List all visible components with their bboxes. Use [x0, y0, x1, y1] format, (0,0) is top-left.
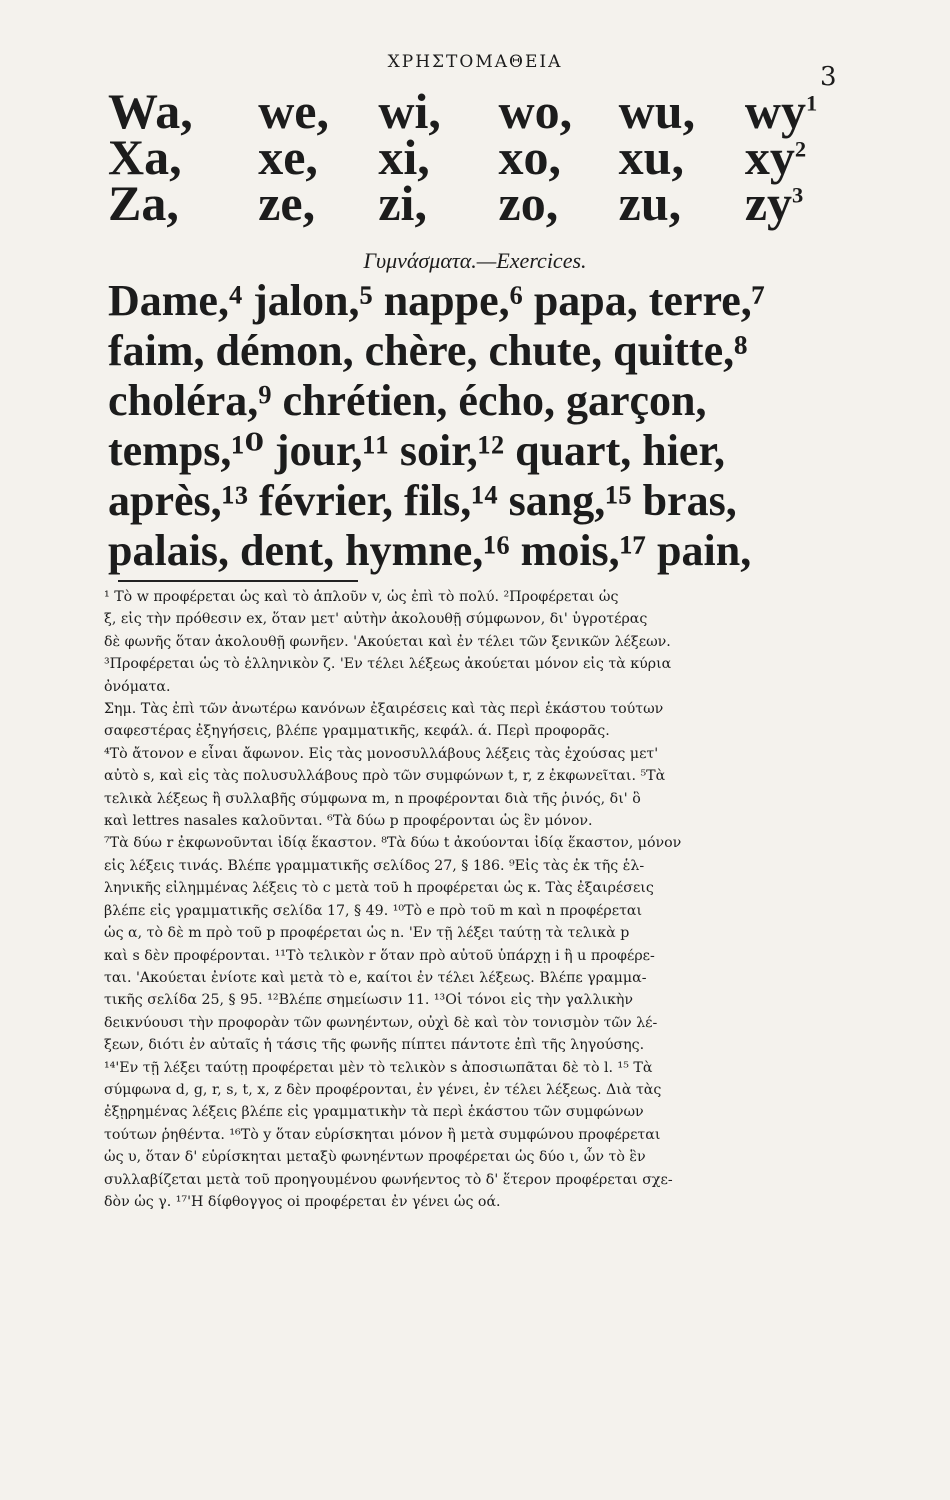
footnote-line: ται. 'Ακούεται ἐνίοτε καὶ μετὰ τὸ e, καίτοι ἐν τέλει λέξεως. Βλέπε γραμμα- [104, 969, 647, 986]
syllable: xu, [618, 129, 684, 185]
footnote-line: τελικὰ λέξεως ἢ συλλαβῆς σύμφωνα m, n προφέρονται διὰ τῆς ῥινός, δι' ὃ [104, 790, 641, 807]
exercise-line: temps,¹⁰ jour,¹¹ soir,¹² quart, hier, [108, 426, 725, 475]
footnote-line: ⁴Τὸ ἄτονον e εἶναι ἄφωνον. Εἰς τὰς μονοσυλλάβους λέξεις τὰς ἐχούσας μετ' [104, 745, 659, 762]
exercise-words [108, 276, 848, 576]
syllable: ze, [258, 175, 316, 231]
footnote-line: ξεων, διότι ἐν αὐταῖς ἡ τάσις τῆς φωνῆς πίπτει πάντοτε ἐπὶ τῆς ληγούσης. [104, 1037, 645, 1054]
syllable: zo, [498, 175, 559, 231]
footnote-line: καὶ lettres nasales καλοῦνται. ⁶Τὰ δύω p προφέρονται ὡς ἓν μόνον. [104, 813, 593, 830]
footnote-line: ὡς α, τὸ δὲ m πρὸ τοῦ p προφέρεται ὡς n. 'Εν τῇ λέξει ταύτῃ τὰ τελικὰ p [104, 925, 630, 942]
footnote-line: δεικνύουσι τὴν προφορὰν τῶν φωνηέντων, οὐχὶ δὲ καὶ τὸν τονισμὸν τῶν λέ- [104, 1014, 658, 1031]
footnote-line: βλέπε εἰς γραμματικῆς σελίδα 17, § 49. ¹⁰Τὸ e πρὸ τοῦ m καὶ n προφέρεται [104, 902, 643, 919]
syllable-row [108, 83, 853, 139]
footnote-line: τικῆς σελίδα 25, § 95. ¹²Βλέπε σημείωσιν 11. ¹³Οἱ τόνοι εἰς τὴν γαλλικὴν [104, 992, 634, 1009]
syllable-last: $zy^3$ [744, 175, 804, 231]
footnote-line: καὶ s δὲν προφέρονται. ¹¹Τὸ τελικὸν r ὅταν πρὸ αὐτοῦ ὑπάρχῃ i ἢ u προφέρε- [104, 947, 655, 964]
syllable: we, [258, 83, 329, 139]
syllable: xi, [378, 129, 430, 185]
footnote-line: συλλαβίζεται μετὰ τοῦ προηγουμένου φωνήεντος τὸ δ' ἕτερον προφέρεται σχε- [104, 1171, 673, 1188]
running-title: ΧΡΗΣΤΟΜΑΘΕΙΑ [387, 52, 563, 72]
syllable: Wa, [108, 83, 193, 139]
footnote-line: ⁷Τὰ δύω r ἐκφωνοῦνται ἰδίᾳ ἕκαστον. ⁸Τὰ δύω t ἀκούονται ἰδίᾳ ἕκαστον, μόνον [104, 835, 682, 852]
footnote-line: δὲ φωνῆς ὅταν ἀκολουθῇ φωνῆεν. 'Ακούεται καὶ ἐν τέλει τῶν ξενικῶν λέξεων. [104, 633, 671, 650]
syllable: wi, [378, 83, 441, 139]
footnote-line: τούτων ῥηθέντα. ¹⁶Τὸ y ὅταν εὑρίσκηται μόνον ἢ μετὰ συμφώνου προφέρεται [104, 1126, 661, 1143]
footnote-line: ἐξῃρημένας λέξεις βλέπε εἰς γραμματικὴν τὰ περὶ ἑκάστου τῶν συμφώνων [104, 1104, 644, 1121]
footnote-line: ὡς υ, ὅταν δ' εὑρίσκηται μεταξὺ φωνηέντων προφέρεται ὡς δύο ι, ὧν τὸ ἓν [104, 1149, 646, 1166]
syllable: Za, [108, 175, 179, 231]
footnote-line: ξ, εἰς τὴν πρόθεσιν ex, ὅταν μετ' αὐτὴν ἀκολουθῇ σύμφωνον, δι' ὑγροτέρας [104, 611, 648, 628]
syllable: Xa, [108, 129, 182, 185]
section-title: Γυμνάσματα.—Exercices. [363, 248, 587, 273]
syllable-last: $wy^1$ [744, 83, 818, 139]
page-number: 3 [820, 62, 837, 92]
footnote-line: σύμφωνα d, g, r, s, t, x, z δὲν προφέρονται, ἐν γένει, ἐν τέλει λέξεως. Διὰ τὰς [104, 1081, 662, 1098]
footnote-ref: 2 [794, 136, 807, 162]
footnote-line: ληνικῆς εἰλημμένας λέξεις τὸ c μετὰ τοῦ h προφέρεται ὡς κ. Τὰς ἐξαιρέσεις [104, 880, 654, 897]
syllable-table [108, 83, 853, 231]
footnote-line: ὀνόματα. [104, 678, 171, 695]
syllable: wo, [498, 83, 573, 139]
footnote-line: ¹ Τὸ w προφέρεται ὡς καὶ τὸ ἁπλοῦν v, ὡς ἐπὶ τὸ πολύ. ²Προφέρεται ὡς [104, 589, 619, 605]
syllable-last: $xy^2$ [744, 129, 807, 185]
syllable-row [108, 129, 853, 185]
syllable-row [108, 175, 853, 231]
footnote-line: Σημ. Τὰς ἐπὶ τῶν ἀνωτέρω κανόνων ἐξαιρέσεις καὶ τὰς περὶ ἑκάστου τούτων [104, 701, 664, 718]
syllable: zu, [618, 175, 682, 231]
syllable: xo, [498, 129, 562, 185]
footnote-ref: 3 [792, 182, 804, 208]
exercise-line: Dame,⁴ jalon,⁵ nappe,⁶ papa, terre,⁷ [108, 276, 765, 325]
footnote-line: εἰς λέξεις τινάς. Βλέπε γραμματικῆς σελίδος 27, § 186. ⁹Εἰς τὰς ἐκ τῆς ἑλ- [104, 857, 645, 874]
syllable: zi, [378, 175, 427, 231]
footnote-line: ³Προφέρεται ὡς τὸ ἑλληνικὸν ζ. 'Εν τέλει λέξεως ἀκούεται μόνον εἰς τὰ κύρια [104, 656, 672, 673]
exercise-line: palais, dent, hymne,¹⁶ mois,¹⁷ pain, [108, 526, 752, 575]
footnote-line: σαφεστέρας ἐξηγήσεις, βλέπε γραμματικῆς, κεφάλ. ά. Περὶ προφορᾶς. [104, 723, 610, 740]
syllable: wu, [618, 83, 696, 139]
footnote-line: αὐτὸ s, καὶ εἰς τὰς πολυσυλλάβους πρὸ τῶν συμφώνων t, r, z ἐκφωνεῖται. ⁵Τὰ [104, 768, 666, 785]
exercise-line: choléra,⁹ chrétien, écho, garçon, [108, 376, 707, 425]
exercise-line: après,¹³ février, fils,¹⁴ sang,¹⁵ bras, [108, 476, 737, 525]
footnotes [104, 586, 844, 1213]
footnote-line: ¹⁴'Εν τῇ λέξει ταύτῃ προφέρεται μὲν τὸ τελικὸν s ἀποσιωπᾶται δὲ τὸ l. ¹⁵ Τὰ [104, 1059, 653, 1076]
exercise-line: faim, démon, chère, chute, quitte,⁸ [108, 326, 748, 375]
syllable: xe, [258, 129, 318, 185]
footnote-line: δὸν ὡς γ. ¹⁷'Η δίφθογγος oi προφέρεται ἐν γένει ὡς οά. [104, 1193, 501, 1210]
footnote-ref: 1 [805, 90, 818, 116]
footnote-divider [118, 580, 358, 582]
